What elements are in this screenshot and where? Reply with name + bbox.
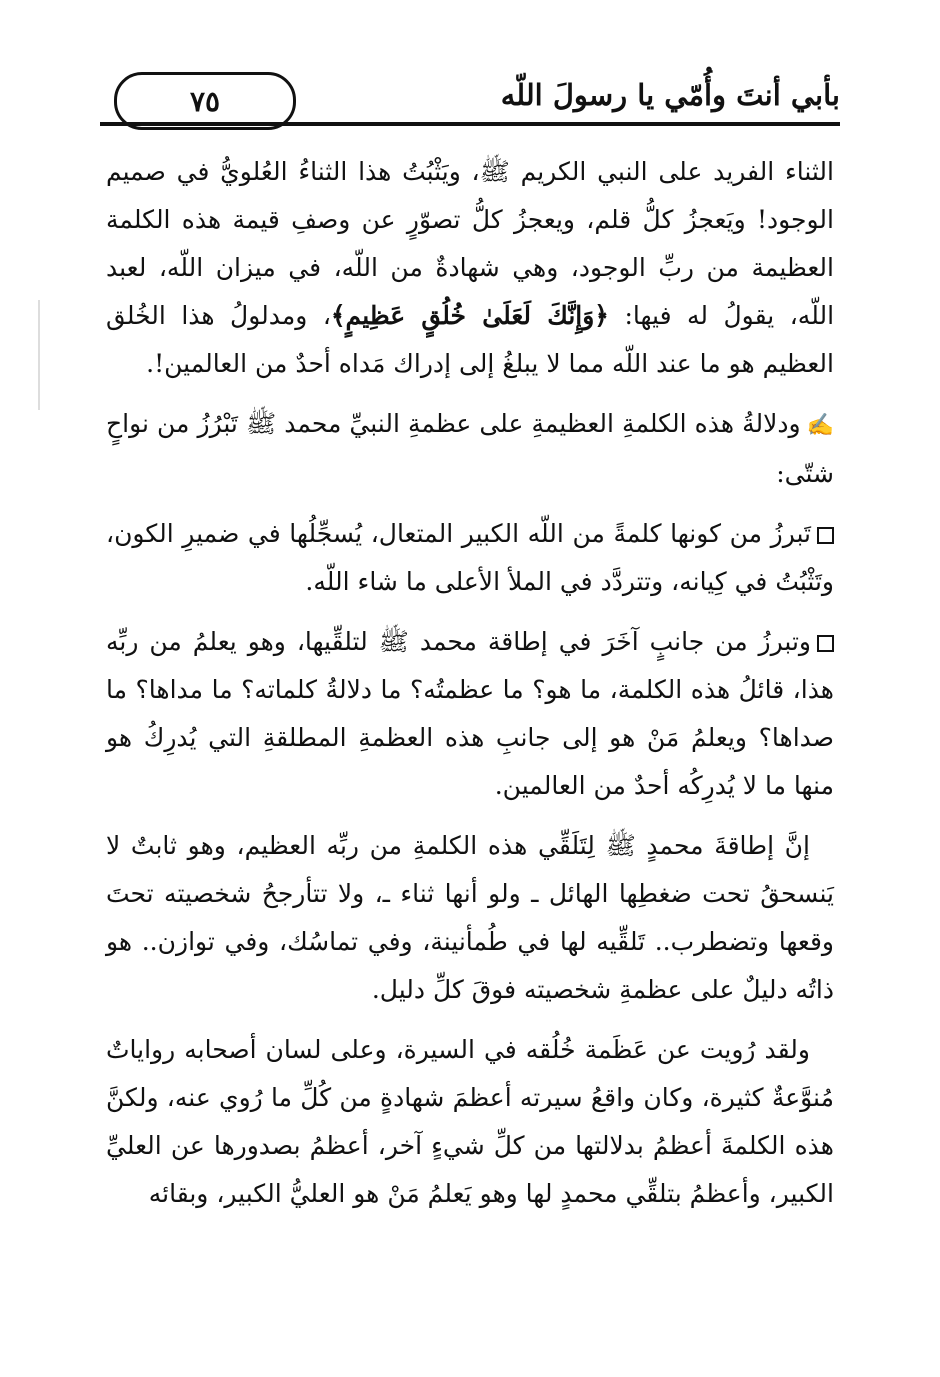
- paragraph-2-text: ودلالةُ هذه الكلمةِ العظيمةِ على عظمةِ النبيِّ محمد ﷺ تَبْرُزُ من نواحٍ شتّى:: [106, 409, 834, 488]
- paragraph-1-line-1: الثناء الفريد على النبي الكريم ﷺ، ويَثْبُتُ هذا الثناءُ العُلويُّ في صميم: [106, 157, 834, 186]
- paragraph-6: [106, 1026, 834, 1218]
- header-rule: [100, 122, 840, 126]
- paragraph-1-line-3: العظيمة من ربِّ الوجود، وهي شهادةٌ من اللّه، في ميزان اللّه، لعبد اللّه،: [106, 253, 835, 330]
- margin-mark: [38, 300, 40, 410]
- checkbox-bullet-icon: [817, 635, 834, 652]
- paragraph-3: [106, 510, 834, 606]
- page-header: [100, 62, 840, 140]
- quran-verse: ﴿وَإِنَّكَ لَعَلَىٰ خُلُقٍ عَظِيمٍ﴾: [330, 301, 609, 330]
- page-number: ٧٥: [114, 72, 296, 130]
- checkbox-bullet-icon: [817, 527, 834, 544]
- paragraph-6-text: ولقد رُويت عن عَظَمة خُلُقه في السيرة، وعلى لسان أصحابه رواياتٌ مُنوَّعةٌ كثيرة، وكان واقعُ سيرته أعظمَ شهادةٍ من كُلِّ ما رُوي عنه، ولكنَّ هذه الكلمةَ أعظمُ بدلالتها من كلِّ شيءٍ آخر، أعظمُ بصدورها عن العليِّ الكبير، وأعظمُ بتلقِّي محمدٍ لها وهو يَعلمُ مَنْ هو العليُّ الكبير، وبقائه: [106, 1035, 834, 1208]
- paragraph-1-last-line: ما عند اللّه مما لا يبلغُ إلى إدراك مَداه أحدٌ من العالمين!.: [146, 349, 721, 378]
- paragraph-1-line-4-start: يقولُ له فيها:: [624, 301, 775, 330]
- paragraph-1-line-2: الوجود! ويَعجزُ كلُّ قلم، ويعجزُ كلُّ تصوّرٍ عن وصفِ قيمة هذه الكلمة: [106, 205, 834, 234]
- paragraph-5-text: إنَّ إطاقةَ محمدٍ ﷺ لِتَلَقِّي هذه الكلمةِ من ربِّه العظيم، وهو ثابتٌ لا يَنسحقُ تحت ضغطِها الهائل ـ ولو أنها ثناء ـ، ولا تتأرجحُ شخصيته تحتَ وقعها وتضطرب.. تَلقِّيه لها في طُمأنينة، وفي تماسُك، وفي توازن.. هو ذاتُه دليلٌ على عظمةِ شخصيته فوقَ كلِّ دليل.: [106, 831, 834, 1004]
- running-title: بأبي أنتَ وأُمّي يا رسولَ اللّه: [500, 78, 840, 112]
- paragraph-4: [106, 618, 834, 810]
- pen-icon: ✍: [806, 413, 834, 438]
- paragraph-4-text: وتبرزُ من جانبٍ آخَرَ في إطاقة محمد ﷺ لتلقِّيها، وهو يعلمُ من ربِّه هذا، قائلُ هذه الكلمة، ما هو؟ ما عظمتُه؟ ما دلالةُ كلماته؟ ما مداها؟ ما صداها؟ ويعلمُ مَنْ هو إلى جانبِ هذه العظمةِ المطلقةِ التي يُدرِكُ هو منها ما لا يُدرِكُه أحدٌ من العالمين.: [106, 627, 834, 800]
- paragraph-2: [106, 400, 834, 498]
- paragraph-5: [106, 822, 834, 1014]
- paragraph-1-line-4-end: ، ومدلولُ هذا الخُلق العظيم هو: [106, 301, 834, 378]
- main-text: [106, 148, 834, 1230]
- paragraph-3-text: تَبرزُ من كونها كلمةً من اللّه الكبير المتعال، يُسجِّلُها في ضميرِ الكون، وتَثْبُتُ في كِيانه، وتتردَّد في الملأ الأعلى ما شاء اللّه.: [106, 519, 834, 596]
- paragraph-1: [106, 148, 834, 388]
